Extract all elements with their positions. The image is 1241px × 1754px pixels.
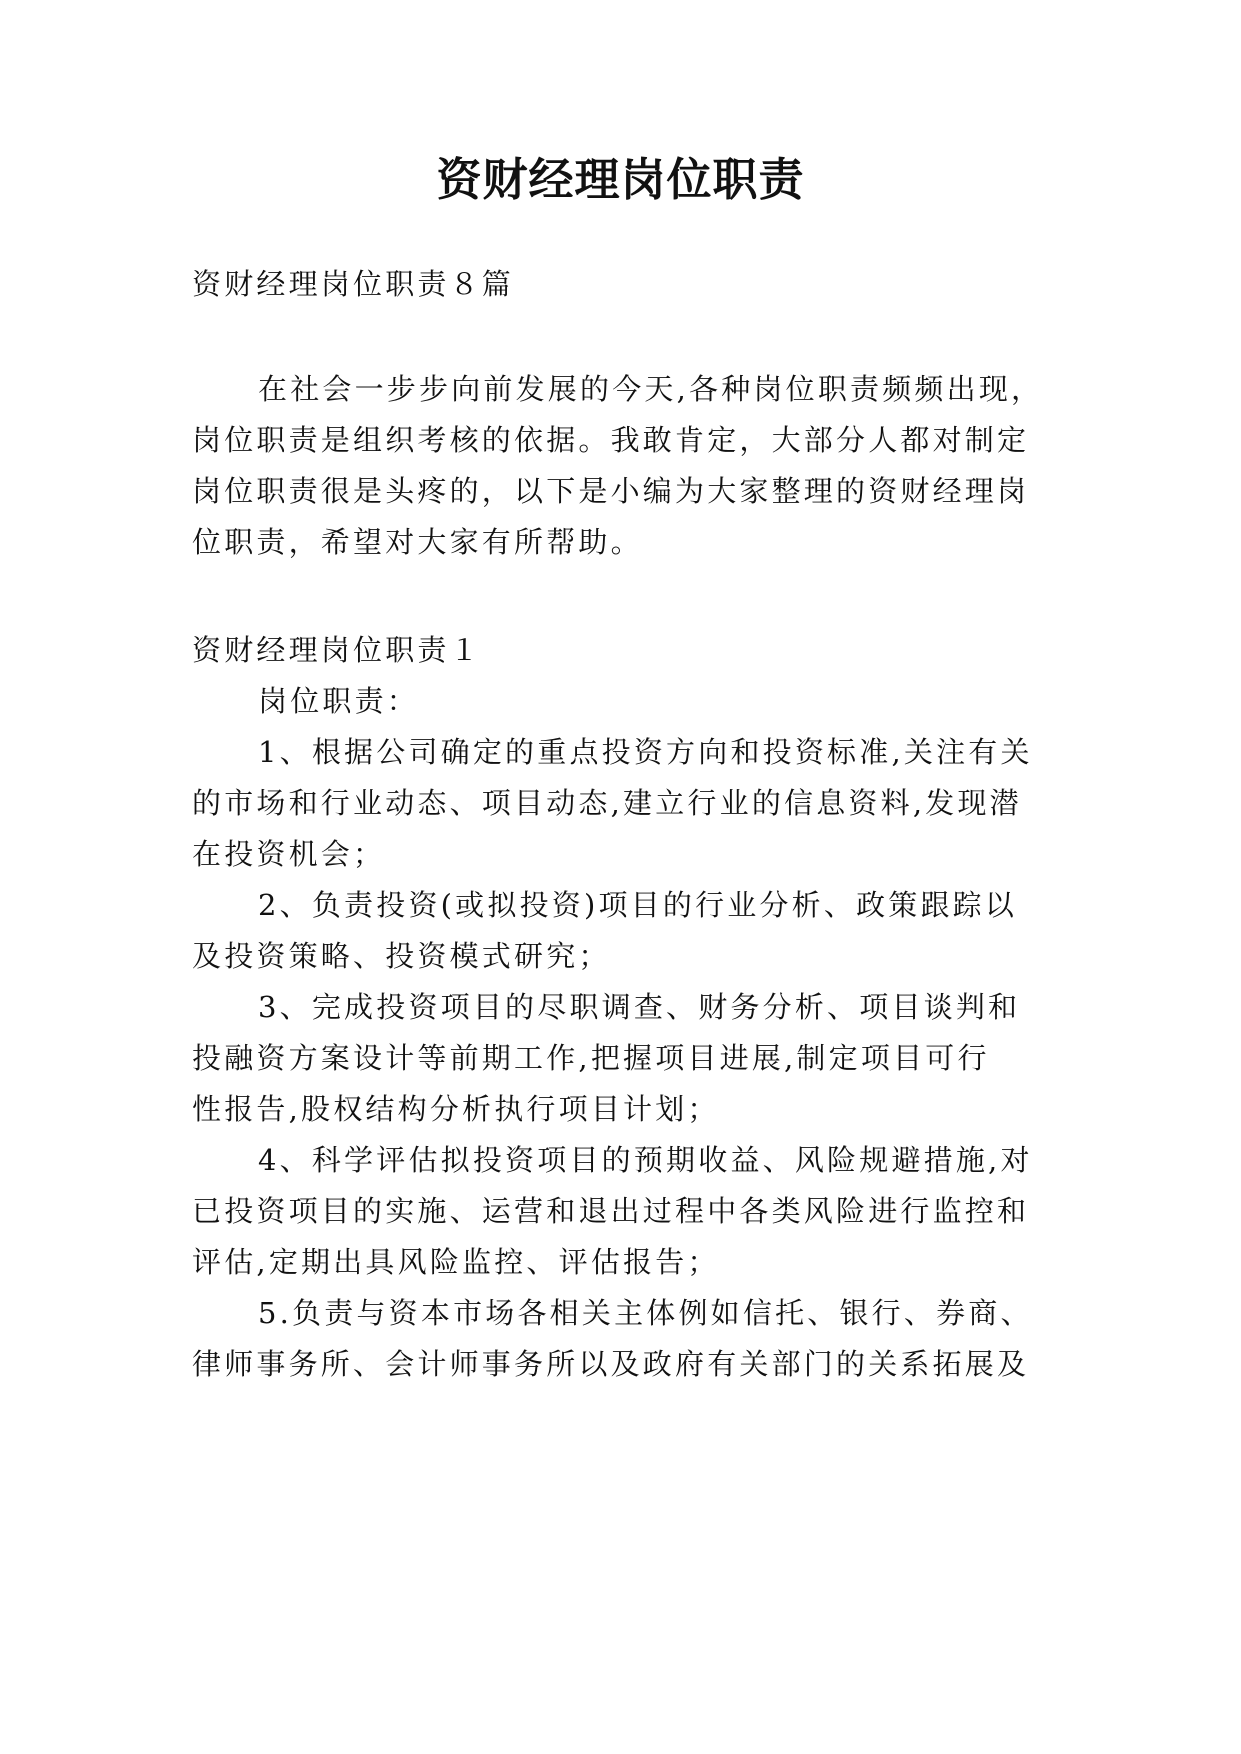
intro-line: 岗位职责很是头疼的，以下是小编为大家整理的资财经理岗 xyxy=(192,474,1030,508)
intro-line: 在社会一步步向前发展的今天,各种岗位职责频频出现， xyxy=(258,372,1044,406)
duty-item-line: 的市场和行业动态、项目动态,建立行业的信息资料,发现潜 xyxy=(192,786,1022,820)
intro-line: 位职责，希望对大家有所帮助。 xyxy=(192,525,643,559)
duty-item-line: 2、负责投资(或拟投资)项目的行业分析、政策跟踪以 xyxy=(258,888,1018,922)
duty-item-line: 评估,定期出具风险监控、评估报告； xyxy=(192,1245,720,1279)
duty-item-line: 1、根据公司确定的重点投资方向和投资标准,关注有关 xyxy=(258,735,1033,769)
duty-item-line: 及投资策略、投资模式研究； xyxy=(192,939,611,973)
duty-item-line: 律师事务所、会计师事务所以及政府有关部门的关系拓展及 xyxy=(192,1347,1030,1381)
duty-item-line: 3、完成投资项目的尽职调查、财务分析、项目谈判和 xyxy=(258,990,1021,1024)
section-heading: 资财经理岗位职责１ xyxy=(192,633,482,667)
duty-item-line: 4、科学评估拟投资项目的预期收益、风险规避措施,对 xyxy=(258,1143,1033,1177)
intro-line: 岗位职责是组织考核的依据。我敢肯定，大部分人都对制定 xyxy=(192,423,1030,457)
section-label: 岗位职责： xyxy=(258,684,420,718)
duty-item-line: 已投资项目的实施、运营和退出过程中各类风险进行监控和 xyxy=(192,1194,1030,1228)
duty-item-line: 性报告,股权结构分析执行项目计划； xyxy=(192,1092,720,1126)
document-subtitle: 资财经理岗位职责８篇 xyxy=(192,267,515,301)
document-title: 资财经理岗位职责 xyxy=(436,153,805,206)
duty-item-line: 投融资方案设计等前期工作,把握项目进展,制定项目可行 xyxy=(192,1041,990,1075)
duty-item-line: 5.负责与资本市场各相关主体例如信托、银行、券商、 xyxy=(258,1296,1033,1330)
duty-item-line: 在投资机会； xyxy=(192,837,386,871)
